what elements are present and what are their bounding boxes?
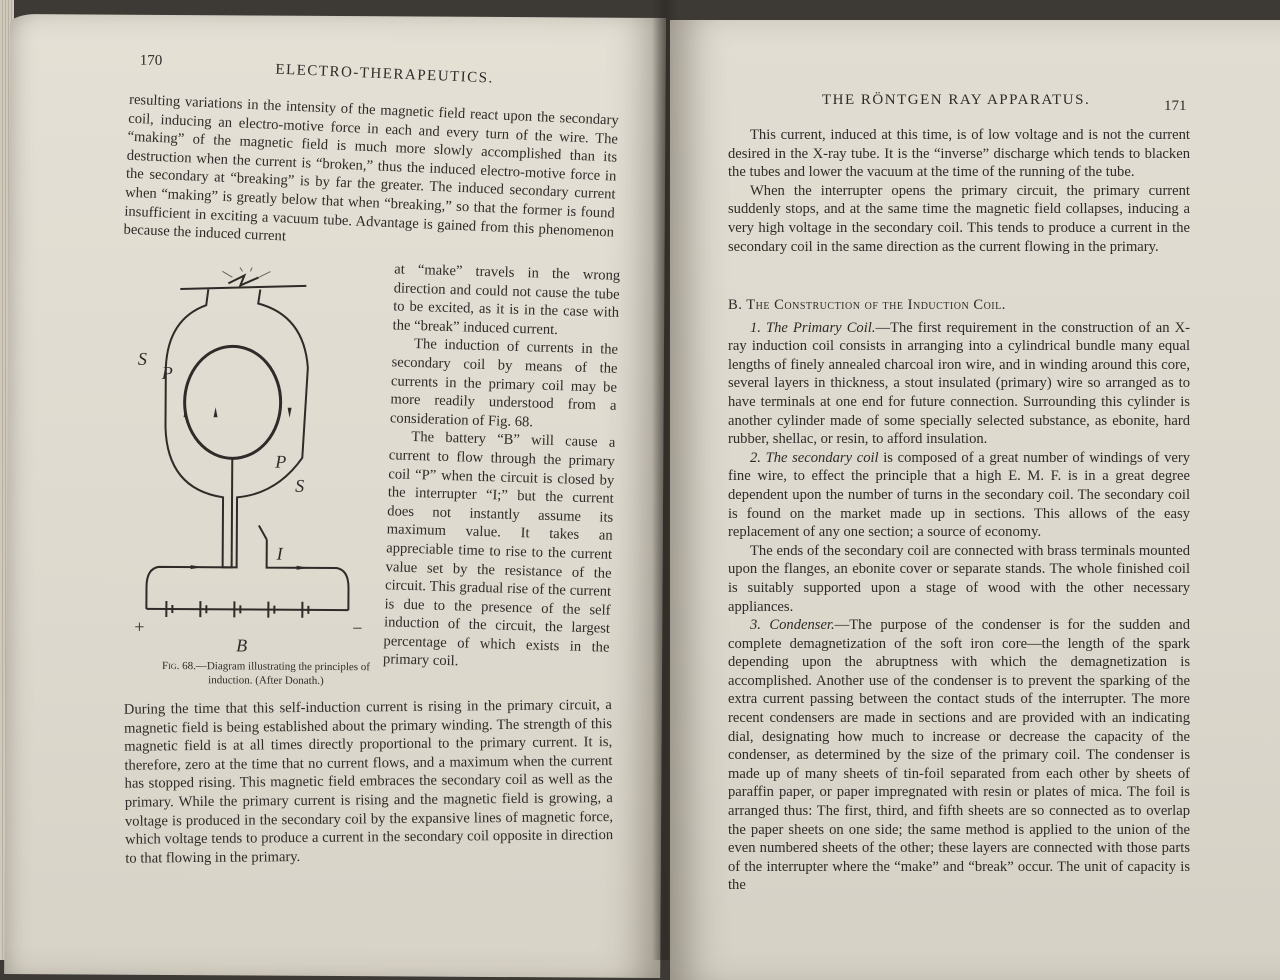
left-wrap-column: at “make” travels in the wrong direction and could not cause the tube to be excited, as it is in the case with the “break” induced current. The induction of currents in the secondary coil by means of the currents in the primary coil may be more readily understood from a consideration of Fig. 68. The battery “B” will cause a current to flow through the primary coil “P” when the circuit is closed by the interrupter “I;” but the current does not instantly assume its maximum value. It takes an appreciable time to rise to the current value set by the resistance of the circuit. This gradual rise of the current is due to the presence of the self induction of the circuit, the largest percentage of which exists in the primary coil. [383, 260, 621, 675]
figure-caption: Fig. 68.—Diagram illustrating the principles of induction. (After Donath.) [142, 659, 390, 689]
label-s-right: S [295, 476, 304, 496]
secondary-coil-outline [165, 289, 309, 568]
label-minus: − [352, 618, 362, 638]
direction-arrows [183, 407, 310, 570]
left-running-head: ELECTRO-THERAPEUTICS. [275, 62, 494, 88]
left-folio: 170 [140, 53, 163, 70]
label-s-left: S [138, 349, 147, 369]
primary-coil-ring [184, 346, 281, 459]
right-section: B. The Construction of the Induction Coil. 1. The Primary Coil.—The first requirement in the construction of an X-ray induction coil consists in arranging into a cylindrical bundle many equal lengths of finely annealed charcoal iron wire, and in winding around this core, several layers in thickness, a stout insulated (primary) wire so arranged as to have terminals at one end for future connection. Surrounding this cylinder is another cylinder made of some specially selected substance, as ebonite, hard rubber, shellac, or resin, to afford insulation. 2. The secondary coil is composed of a great number of windings of very fine wire, to effect the principle that a high E. M. F. is in a great degree dependent upon the number of turns in the secondary coil. The secondary coil is found on the market made up in sections. This allows of the easy replacement of any one section; a source of economy. The ends of the secondary coil are connected with brass terminals mounted upon the flanges, an ebonite cover or separate stands. The whole finished coil is suitably supported upon a stage of wood with the other necessary appliances. 3. Condenser.—The purpose of the condenser is for the sudden and complete demagnetization of the soft iron core—the length of the spark depending upon the abruptness with which the demagnetization is accomplished. Another use of the condenser is to prevent the sparking of the extra current passing between the contact studs of the interrupter. The more recent condensers are made in sections and are provided with an indicating dial, designating how much to increase or decrease the capacity of the condenser, as determined by the size of the primary coil. The condenser is made up of many sheets of tin-foil separated from each other by sheets of paraffin paper, or paper impregnated with resin or plates of mica. The foil is arranged thus: The first, third, and fifth sheets are so connected as to overlap the paper sheets on one side; the same method is applied to the union of the even numbered sheets of the other; these layers are connected with those parts of the interrupter where the “make” and “break” occur. The unit of capacity is the [728, 296, 1190, 895]
label-plus: + [134, 617, 144, 637]
spark-rays [222, 267, 270, 278]
interrupter-switch [259, 526, 267, 540]
label-battery: B [236, 635, 247, 655]
right-paragraphs-top: This current, induced at this time, is of low voltage and is not the current desired in the X-ray tube. It is the “inverse” discharge which tends to blacken the tubes and lower the vacuum at the time of the running of the tube. When the interrupter opens the primary circuit, the primary current suddenly stops, and at the same time the magnetic field collapses, inducing a very high voltage in the secondary coil. This tends to produce a current in the secondary coil in the same direction as the current flowing in the primary. [728, 126, 1190, 256]
right-folio: 171 [1164, 98, 1187, 115]
left-wire [146, 552, 231, 610]
secondary-coil-item: 2. The secondary coil is composed of a great number of windings of very fine wire, to effect the principle that a high E. M. F. is in a great degree dependent upon the number of turns in the secondary coil. The secondary coil is found on the market made up in sections. This allows of the easy replacement of any one section; a source of economy. [728, 449, 1190, 542]
label-p-right: P [274, 452, 286, 472]
label-p-left: P [161, 363, 173, 383]
induction-diagram [126, 267, 388, 659]
battery-bus [146, 609, 348, 610]
right-page [670, 20, 1280, 980]
primary-lead [232, 458, 233, 552]
left-page [4, 14, 666, 978]
primary-coil-item: 1. The Primary Coil.—The first requirement in the construction of an X-ray induction coil consists in arranging into a cylindrical bundle many equal lengths of finely annealed charcoal iron wire, and in winding around this core, several layers in thickness, a stout insulated (primary) wire so arranged as to have terminals at one end for future connection. Surrounding this cylinder is another cylinder made of some specially selected substance, as ebonite, hard rubber, shellac, or resin, to afford insulation. [728, 319, 1190, 449]
spark-gap [228, 275, 258, 285]
top-terminal-rod [180, 285, 306, 290]
left-paragraph-bottom: During the time that this self-induction current is rising in the primary circuit, a magnetic field is being established about the primary winding. The strength of this magnetic field is at all times directly proportional to the primary current. It is, therefore, zero at the time that no current flows, and a maximum when the current has stopped rising. This magnetic field embraces the secondary coil as well as the primary. While the primary current is rising and the magnetic field is growing, a voltage is produced in the secondary coil by the expansive lines of magnetic force, which voltage tends to produce a current in the secondary coil opposite in direction to that flowing in the primary. [124, 696, 614, 868]
right-running-head: THE RÖNTGEN RAY APPARATUS. [822, 92, 1090, 109]
condenser-item: 3. Condenser.—The purpose of the condenser is for the sudden and complete demagnetization of the soft iron core—the length of the spark depending upon the abruptness with which the demagnetization is accomplished. Another use of the condenser is to prevent the sparking of the extra current passing between the contact studs of the interrupter. The more recent condensers are made in sections and are provided with an indicating dial, designating how much to increase or decrease the capacity of the condenser, as determined by the size of the primary coil. The condenser is made up of many sheets of tin-foil separated from each other by sheets of paraffin paper, or paper impregnated with resin or plates of mica. The foil is arranged thus: The first, third, and fifth sheets are so connected as to overlap the paper sheets on one side; the same method is applied to the union of the even numbered sheets of the other; these layers are connected with those parts of the interrupter where the “make” and “break” occur. The unit of capacity is the [728, 616, 1190, 895]
label-interrupter: I [276, 544, 284, 564]
left-paragraph-top: resulting variations in the intensity of the magnetic field react upon the secondary coil, inducing an electro-motive force in each and every turn of the wire. The “making” of the magnetic field is much more slowly accomplished than its destruction when the current is “broken,” thus the induced electro-motive force in the secondary at “breaking” is by far the greater. The induced secondary current when “making” is greatly below that when “breaking,” so that the former is found insufficient in exciting a vacuum tube. Advantage is gained from this phenomenon because the induced current [123, 91, 619, 261]
section-heading: B. The Construction of the Induction Coil. [728, 296, 1190, 315]
